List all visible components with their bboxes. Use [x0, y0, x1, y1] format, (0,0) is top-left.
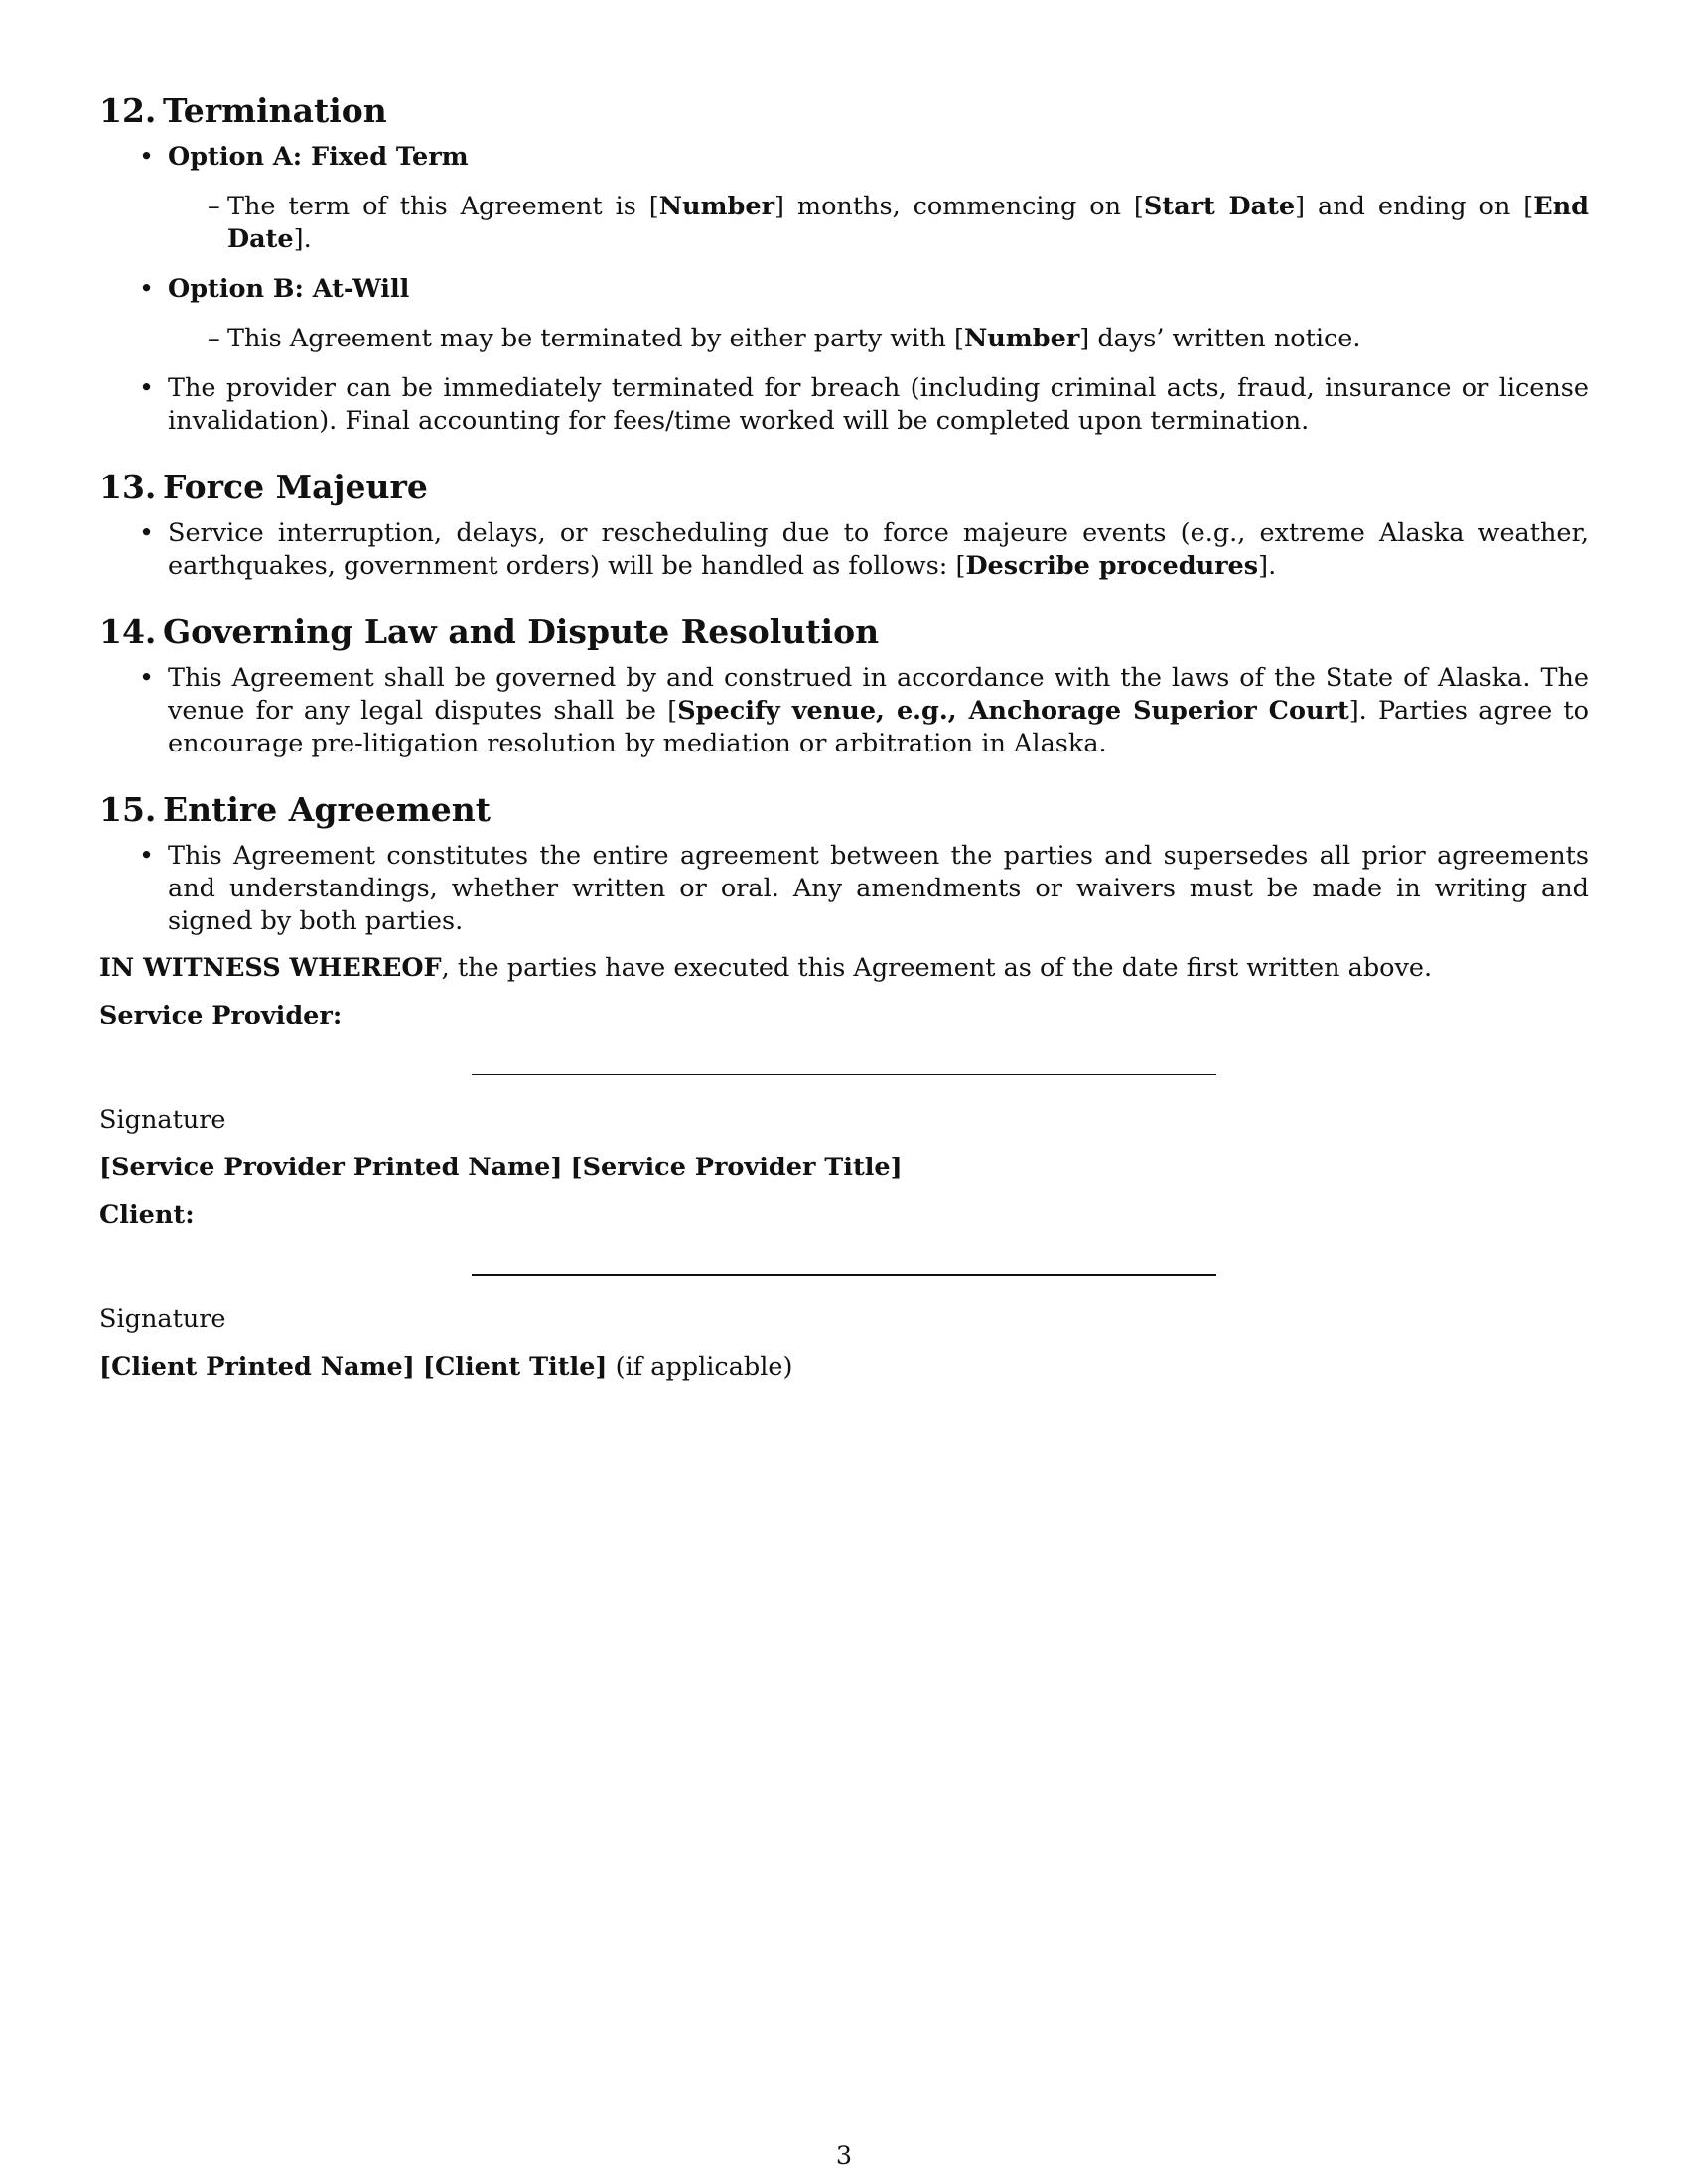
section-heading: [99, 468, 1589, 507]
placeholder-number: Number: [963, 324, 1080, 353]
provider-signature-caption: Signature: [99, 1105, 226, 1135]
sub-list: [168, 323, 1589, 355]
text-run: The term of this Agreement is [: [227, 192, 659, 221]
provider-signature-line-area: [99, 1032, 1589, 1080]
client-label: Client:: [99, 1200, 195, 1230]
breach-text: The provider can be immediately terminated for breach (including criminal acts, fraud, insurance or license invalidation). Final accounting for fees/time worked will be completed upon termination.: [168, 373, 1589, 436]
spacer: [415, 1352, 423, 1382]
list-item: [99, 517, 1589, 583]
section-force-majeure: [99, 468, 1589, 583]
section-title: Entire Agreement: [163, 790, 491, 829]
sub-list-item: [168, 323, 1589, 355]
bullet-list: [99, 517, 1589, 583]
page-number: 3: [835, 2141, 853, 2171]
bullet-list: [99, 141, 1589, 438]
text-run: ]. Parties agree to encourage pre-litigation resolution by mediation or arbitration in Alaska.: [168, 696, 1590, 758]
list-item: [99, 141, 1589, 256]
text-run: ] months, commencing on [: [774, 192, 1144, 221]
bullet-list: [99, 662, 1589, 760]
witness-bold: IN WITNESS WHEREOF: [99, 953, 442, 983]
sub-list-item: [168, 191, 1589, 256]
provider-signature-line: [472, 1074, 1216, 1075]
section-title: Termination: [163, 91, 387, 130]
text-run: ].: [293, 224, 312, 254]
provider-printed-name: [Service Provider Printed Name]: [99, 1153, 563, 1182]
client-printed-name: [Client Printed Name]: [99, 1352, 415, 1382]
text-run: Service interruption, delays, or rescheduling due to force majeure events (e.g., extreme Alaska weather, earthquakes, government orders) will be handled as follows: [: [168, 518, 1589, 581]
section-number: 15.: [99, 790, 157, 829]
provider-printed-name-title: [99, 1152, 1589, 1184]
provider-signature-block: [99, 1000, 1589, 1184]
section-heading: [99, 91, 1589, 131]
list-item: [99, 372, 1589, 438]
option-a-label: Option A: Fixed Term: [168, 142, 469, 172]
witness-clause: [99, 952, 1589, 985]
witness-text: , the parties have executed this Agreement as of the date first written above.: [441, 953, 1433, 983]
section-governing-law: [99, 613, 1589, 760]
client-signature-block: [99, 1199, 1589, 1384]
client-title: [Client Title]: [422, 1352, 608, 1382]
section-title: Force Majeure: [163, 468, 428, 506]
text-run: ] days’ written notice.: [1079, 324, 1361, 353]
section-entire-agreement: [99, 790, 1589, 938]
placeholder-start-date: Start Date: [1143, 192, 1296, 221]
section-termination: [99, 91, 1589, 438]
text-run: This Agreement constitutes the entire agreement between the parties and supersedes all prior agreements and understandings, whether written or oral. Any amendments or waivers must be made in writing and signed by both parties.: [168, 841, 1589, 936]
section-heading: [99, 613, 1589, 652]
client-title-suffix: (if applicable): [607, 1352, 793, 1382]
section-heading: [99, 790, 1589, 830]
spacer: [562, 1153, 570, 1182]
client-signature-caption: Signature: [99, 1304, 226, 1334]
text-run: This Agreement shall be governed by and construed in accordance with the laws of the State of Alaska. The venue for any legal disputes shall be [: [168, 663, 1589, 726]
option-b-label: Option B: At-Will: [168, 274, 410, 304]
provider-label: Service Provider:: [99, 1001, 343, 1030]
placeholder-venue: Specify venue, e.g., Anchorage Superior Court: [677, 696, 1349, 726]
placeholder-procedures: Describe procedures: [965, 551, 1259, 581]
section-number: 13.: [99, 468, 157, 506]
sub-list: [168, 191, 1589, 256]
section-number: 12.: [99, 91, 157, 130]
text-run: ] and ending on [: [1295, 192, 1534, 221]
placeholder-number: Number: [658, 192, 775, 221]
bullet-list: [99, 840, 1589, 938]
client-printed-name-title: [99, 1351, 1589, 1384]
section-number: 14.: [99, 613, 157, 651]
text-run: ].: [1258, 551, 1277, 581]
list-item: [99, 273, 1589, 355]
placeholder-end-date: End Date: [227, 192, 1589, 254]
text-run: This Agreement may be terminated by either party with [: [227, 324, 964, 353]
list-item: [99, 662, 1589, 760]
client-signature-line: [472, 1274, 1216, 1276]
client-signature-line-area: [99, 1232, 1589, 1280]
provider-title: [Service Provider Title]: [570, 1153, 903, 1182]
document-page: [99, 91, 1589, 1399]
section-title: Governing Law and Dispute Resolution: [163, 613, 880, 651]
list-item: [99, 840, 1589, 938]
